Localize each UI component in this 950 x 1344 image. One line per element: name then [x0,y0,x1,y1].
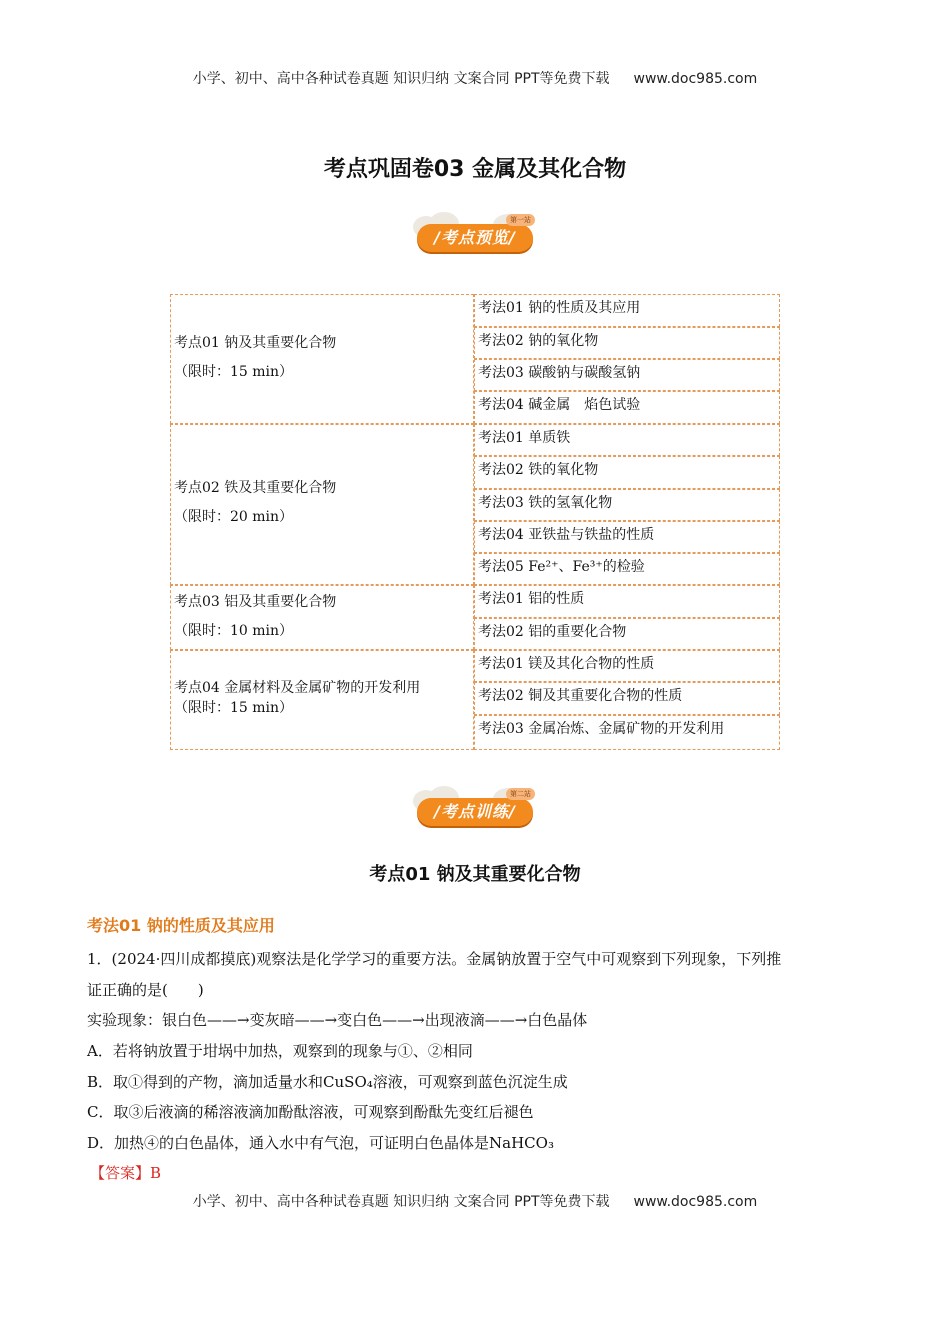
topic-cell [170,650,474,750]
page-header [0,68,950,88]
topic-name: 考点02 铁及其重要化合物 [174,480,337,496]
page-footer [0,1191,950,1211]
experiment-phenomena: 实验现象：银白色——→变灰暗——→变白色——→出现液滴——→白色晶体 [87,1011,588,1029]
option-b: B．取①得到的产物，滴加适量水和CuSO₄溶液，可观察到蓝色沉淀生成 [87,1073,568,1091]
badge-tag: 第二站 [506,788,535,800]
method-cell: 考法02 铁的氧化物 [474,456,780,489]
topic-cell [170,294,474,424]
topic-limit: （限时：10 min） [174,623,294,639]
topic-limit: （限时：20 min） [174,509,294,525]
topic-name: 考点03 铝及其重要化合物 [174,594,337,610]
footer-text: 小学、初中、高中各种试卷真题 知识归纳 文案合同 PPT等免费下载 [192,1194,610,1210]
method-cell: 考法02 钠的氧化物 [474,327,780,359]
method-cell: 考法02 铝的重要化合物 [474,618,780,650]
answer-label: 【答案】B [90,1164,162,1182]
option-a: A．若将钠放置于坩埚中加热，观察到的现象与①、②相同 [87,1042,473,1060]
topic-limit: （限时：15 min） [174,364,294,380]
method-cell: 考法02 铜及其重要化合物的性质 [474,682,780,715]
method-cell: 考法03 金属冶炼、金属矿物的开发利用 [474,715,780,750]
method-cell: 考法03 碳酸钠与碳酸氢钠 [474,359,780,391]
question-stem-line1: 1．(2024·四川成都摸底)观察法是化学学习的重要方法。金属钠放置于空气中可观察到下列现象，下列推 [87,950,782,968]
subsection-title: 考法01 钠的性质及其应用 [87,916,275,935]
method-cell: 考法04 亚铁盐与铁盐的性质 [474,521,780,553]
training-badge [413,786,537,828]
method-cell: 考法03 铁的氢氧化物 [474,489,780,521]
method-cell: 考法01 镁及其化合物的性质 [474,650,780,682]
method-cell: 考法05 Fe²⁺、Fe³⁺的检验 [474,553,780,585]
topic-cell [170,424,474,585]
preview-badge [413,212,537,254]
method-cell: 考法01 钠的性质及其应用 [474,294,780,327]
badge-tag: 第一站 [506,214,535,226]
document-title: 考点巩固卷03 金属及其化合物 [323,157,627,182]
header-text: 小学、初中、高中各种试卷真题 知识归纳 文案合同 PPT等免费下载 [192,71,610,87]
topic-name: 考点04 金属材料及金属矿物的开发利用 [174,680,421,696]
method-cell: 考法04 碱金属 焰色试验 [474,391,780,424]
topic-table [170,294,780,750]
header-site[interactable]: www.doc985.com [633,71,758,87]
question-stem-line2: 证正确的是( ) [87,981,204,999]
method-cell: 考法01 单质铁 [474,424,780,456]
topic-cell [170,585,474,650]
footer-site[interactable]: www.doc985.com [633,1194,758,1210]
option-c: C．取③后液滴的稀溶液滴加酚酞溶液，可观察到酚酞先变红后褪色 [87,1103,534,1121]
option-d: D．加热④的白色晶体，通入水中有气泡，可证明白色晶体是NaHCO₃ [87,1134,554,1152]
badge-label: /考点预览/ [434,228,516,247]
topic-name: 考点01 钠及其重要化合物 [174,335,337,351]
topic-limit: （限时：15 min） [174,700,294,716]
badge-label: /考点训练/ [434,802,516,821]
method-cell: 考法01 铝的性质 [474,585,780,618]
section-title: 考点01 钠及其重要化合物 [369,864,581,885]
